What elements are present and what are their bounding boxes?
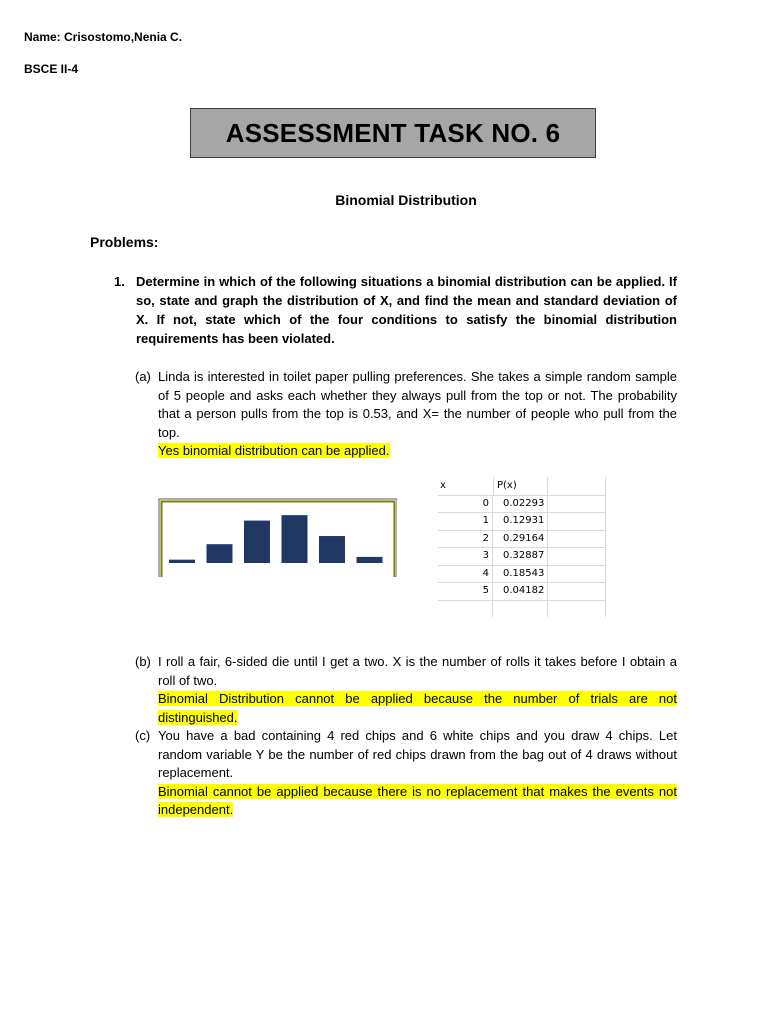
- cell-px: 0.04182: [493, 582, 548, 600]
- page-title: ASSESSMENT TASK NO. 6: [225, 117, 561, 148]
- cell-px: 0.18543: [493, 565, 548, 583]
- item-label: (c): [135, 728, 151, 743]
- table-row: [438, 530, 606, 549]
- item-b: [135, 653, 677, 727]
- chart-bar-1: [207, 544, 233, 563]
- binomial-bar-chart: [157, 497, 397, 577]
- chart-bar-4: [319, 536, 345, 563]
- title-box: [190, 108, 596, 158]
- cell-x: 0: [438, 495, 493, 513]
- cell-empty: [548, 582, 606, 600]
- chart-bars: [169, 515, 383, 563]
- problems-heading: Problems:: [90, 234, 159, 250]
- chart-bar-5: [357, 557, 383, 563]
- cell-x: 5: [438, 582, 493, 600]
- table-row: [438, 547, 606, 566]
- chart-bar-3: [282, 515, 308, 563]
- cell-px: 0.32887: [493, 547, 548, 565]
- item-label: (a): [135, 369, 151, 384]
- question-number: 1.: [114, 274, 125, 289]
- header-px: P(x): [493, 477, 548, 495]
- cell-empty: [548, 512, 606, 530]
- student-section: BSCE II-4: [24, 62, 79, 76]
- item-answer: Yes binomial distribution can be applied.: [158, 443, 390, 458]
- cell-px: 0.29164: [493, 530, 548, 548]
- table-row: [438, 495, 606, 514]
- question-text: Determine in which of the following situations a binomial distribution can be applied. If so, state and graph the distribution of X, and find the mean and standard deviation of X. If not, state which of the four conditions to satisfy the binomial distribution requirements has been violated.: [136, 274, 677, 346]
- item-a: [135, 368, 677, 461]
- student-name: Name: Crisostomo,Nenia C.: [24, 30, 183, 44]
- cell-empty: [493, 600, 548, 618]
- item-answer: Binomial cannot be applied because there is no replacement that makes the events not independent.: [158, 783, 677, 817]
- cell-empty: [548, 600, 606, 618]
- table-row: [438, 565, 606, 584]
- table-header-row: [438, 477, 606, 496]
- item-text: Linda is interested in toilet paper pulling preferences. She takes a simple random sample of 5 people and asks each whether they always pull from the top or not. The probability that a person pulls from the top is 0.53, and X= the number of people who pull from the top.: [158, 369, 677, 440]
- cell-empty: [548, 495, 606, 513]
- cell-px: 0.02293: [493, 495, 548, 513]
- subtitle: Binomial Distribution: [335, 192, 477, 208]
- cell-empty: [548, 547, 606, 565]
- chart-bar-0: [169, 560, 195, 563]
- chart-inner-frame: [162, 502, 395, 578]
- cell-empty: [438, 600, 493, 618]
- cell-empty: [548, 565, 606, 583]
- item-c: [135, 727, 677, 820]
- question-1: [114, 272, 677, 348]
- cell-empty: [548, 530, 606, 548]
- item-label: (b): [135, 654, 151, 669]
- table-row: [438, 582, 606, 601]
- header-empty: [548, 477, 606, 495]
- cell-px: 0.12931: [493, 512, 548, 530]
- cell-x: 4: [438, 565, 493, 583]
- chart-svg: [157, 497, 397, 577]
- header-x: x: [440, 480, 446, 491]
- cell-x: 3: [438, 547, 493, 565]
- chart-outer-frame: [159, 499, 397, 577]
- table-row: [438, 512, 606, 531]
- table-row-empty: [438, 600, 606, 618]
- cell-x: 1: [438, 512, 493, 530]
- probability-table: [438, 477, 606, 617]
- item-text: You have a bad containing 4 red chips and 6 white chips and you draw 4 chips. Let random variable Y be the number of red chips drawn from the bag out of 4 draws without replacement.: [158, 728, 677, 780]
- item-answer: Binomial Distribution cannot be applied because the number of trials are not distinguished.: [158, 691, 677, 725]
- cell-x: 2: [438, 530, 493, 548]
- item-text: I roll a fair, 6-sided die until I get a two. X is the number of rolls it takes before I obtain a roll of two.: [158, 654, 677, 688]
- chart-bar-2: [244, 521, 270, 563]
